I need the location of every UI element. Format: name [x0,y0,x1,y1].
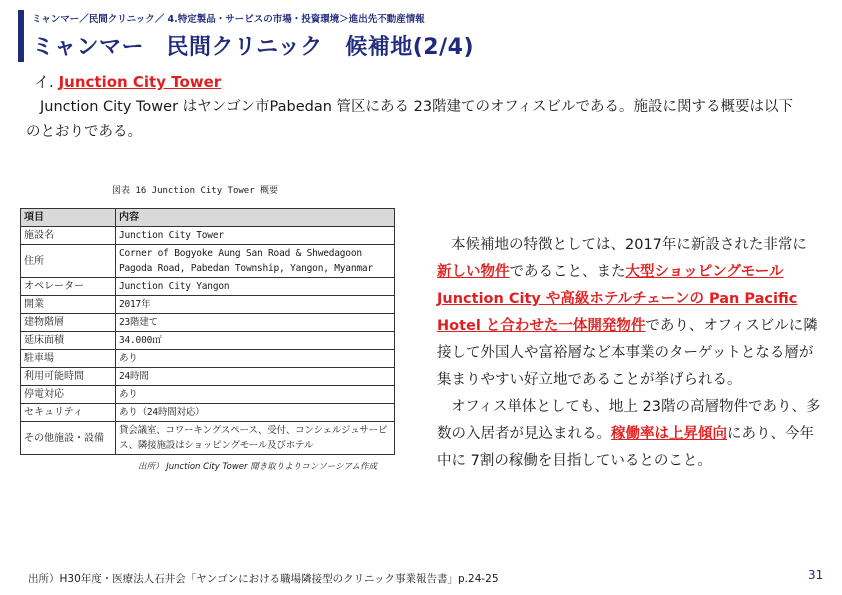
header-cell-item: 項目 [21,209,116,227]
row-key: 建物階層 [21,314,116,332]
row-value: 貸会議室、コワーキングスペース、受付、コンシェルジュサービス、隣接施設はショッピングモール及びホテル [116,422,395,455]
text-run: にあり、今年中に 7割の稼働を目指しているとのこと。 [437,426,814,469]
table-source-note: 出所） Junction City Tower 聞き取りよりコンソーシアム作成 [138,462,377,472]
table-row [21,227,395,245]
intro-paragraph: Junction City Tower はヤンゴン市Pabedan 管区にある 23階建てのオフィスビルである。施設に関する概要は以下のとおりである。 [26,99,793,140]
text-run: オフィス単体としても、地上 23階の高層物件であり、多数の入居者が見込まれる。 [437,399,821,442]
row-key: 施設名 [21,227,116,245]
row-value: 34.000㎡ [116,332,395,350]
table-row [21,422,395,455]
text-run: であること、また [509,264,626,280]
table-row [21,278,395,296]
section-heading [34,71,221,92]
text-run: 本候補地の特徴としては、2017年に新設された非常に [451,237,807,253]
figure-caption: 図表 16 Junction City Tower 概要 [112,186,279,196]
row-value: あり [116,386,395,404]
table-row [21,314,395,332]
row-key: 駐車場 [21,350,116,368]
table-row [21,404,395,422]
table-row [21,332,395,350]
row-value: Junction City Tower [116,227,395,245]
row-key: 住所 [21,245,116,278]
feature-paragraph-1 [437,232,821,394]
table-row [21,245,395,278]
row-value: Junction City Yangon [116,278,395,296]
page-number: 31 [808,568,824,582]
table-row [21,350,395,368]
highlight-integrated-development: 大型ショッピングモール Junction City や高級ホテルチェーンの Pan Pacific Hotel と合わせた一体開発物件 [437,264,798,334]
row-value: 2017年 [116,296,395,314]
highlight-occupancy-rising: 稼働率は上昇傾向 [611,426,727,442]
row-value: 24時間 [116,368,395,386]
row-value: あり（24時間対応） [116,404,395,422]
page-title: ミャンマー 民間クリニック 候補地(2/4) [32,35,475,60]
table-row [21,368,395,386]
section-name: Junction City Tower [58,73,222,91]
row-key: 利用可能時間 [21,368,116,386]
footer-source: 出所）H30年度・医療法人石井会「ヤンゴンにおける職場隣接型のクリニック事業報告書」p.24-25 [28,573,499,585]
row-key: 延床面積 [21,332,116,350]
feature-paragraph-2 [437,394,821,475]
row-key: 開業 [21,296,116,314]
breadcrumb: ミャンマー／民間クリニック／ 4.特定製品・サービスの市場・投資環境＞進出先不動産情報 [32,14,425,25]
row-key: その他施設・設備 [21,422,116,455]
row-value: あり [116,350,395,368]
title-accent-bar [18,10,24,62]
overview-table [20,208,395,455]
header-cell-content: 内容 [116,209,395,227]
section-prefix: イ. [34,73,54,91]
highlight-new-property: 新しい物件 [437,264,510,280]
table-row [21,296,395,314]
table-header-row [21,209,395,227]
row-key: セキュリティ [21,404,116,422]
row-value: Corner of Bogyoke Aung San Road & Shwedagoon Pagoda Road, Pabedan Township, Yangon, Myanmar [116,245,395,278]
row-key: 停電対応 [21,386,116,404]
text-run: であり、オフィスビルに隣接して外国人や富裕層など本事業のターゲットとなる層が集まりやすい好立地であることが挙げられる。 [437,318,818,388]
row-key: オペレーター [21,278,116,296]
feature-description [437,232,821,475]
row-value: 23階建て [116,314,395,332]
table-row [21,386,395,404]
